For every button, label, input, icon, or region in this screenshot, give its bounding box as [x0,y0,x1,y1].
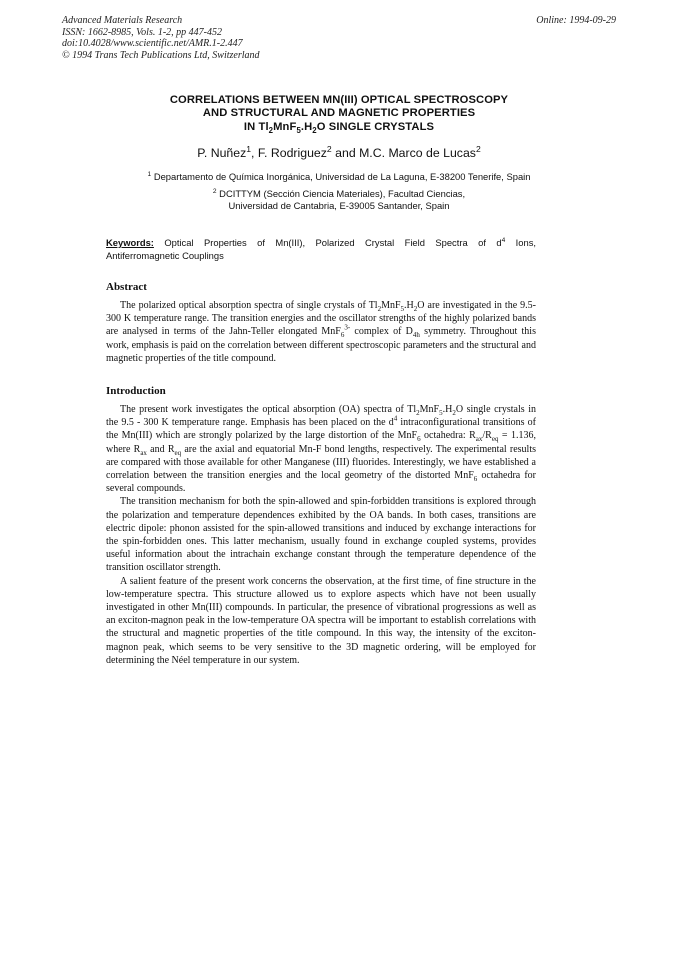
intro-paragraph-1: The present work investigates the optical absorption (OA) spectra of $Tl_2MnF_5.H_2O$ single crystals in the 9.5 - 300 K temperature range. Emphasis has been placed on the $d^4$ intraconfigurational transitions of the Mn(III) which are strongly polarized by the large distortion of the MnF$_6$ octahedra: $R_{ax}/R_{eq} = 1.136$, where $R_{ax}$ and $R_{eq}$ are the axial and equatorial Mn-F bond lengths, respectively. The experimental results are compared with those available for other Manganese (III) fluorides. Interestingly, we have established a correlation between the transition energies and the local geometry of the distorted MnF$_6$ octahedra for several compounds. [106,404,536,495]
intro-paragraph-3: A salient feature of the present work concerns the observation, at the first time, of fine structure in the low-temperature spectra. This structure allowed us to explore aspects which have not been usually investigated in other Mn(III) compounds. In particular, the presence of vibrational progressions as well as an exciton-magnon peak in the low-temperature OA spectra will be important to establish correlations with the structural and magnetic properties of the title compound. In this way, the intensity of the exciton-magnon peak, which seems to be very sensitive to the 3D magnetic ordering, will be employed for determining the Néel temperature in our system. [106,575,536,666]
copyright-line: © 1994 Trans Tech Publications Ltd, Switzerland [62,49,260,61]
author-list: P. Nuñez$^1$, F. Rodriguez$^2$ and M.C. Marco de Lucas$^2$ [197,143,481,160]
introduction-body [106,403,536,667]
doi-line: doi:10.4028/www.scientific.net/AMR.1-2.447 [62,38,243,49]
keywords-label: Keywords: [106,237,154,248]
title-line-3: IN $Tl_2MnF_5.H_2O$ SINGLE CRYSTALS [243,120,435,136]
abstract-heading: Abstract [106,281,147,293]
keywords-block: Keywords: Optical Properties of Mn(III), Polarized Crystal Field Spectra of $d^4$ Ions, Antiferromagnetic Couplings [106,236,536,261]
title-line-2: AND STRUCTURAL AND MAGNETIC PROPERTIES [202,107,476,120]
issn-line: ISSN: 1662-8985, Vols. 1-2, pp 447-452 [62,26,222,38]
title-line-1: CORRELATIONS BETWEEN MN(III) OPTICAL SPECTROSCOPY [169,94,509,106]
author-1: P. Nuñez [197,146,247,160]
online-date: Online: 1994-09-29 [536,15,616,26]
abstract-body: The polarized optical absorption spectra of single crystals of $Tl_2MnF_5.H_2O$ are investigated in the 9.5-300 K temperature range. The transition energies and the oscillator strengths of the highly polarized bands are analysed in terms of the Jahn-Teller elongated MnF$_6^{3-}$ complex of $D_{4h}$ symmetry. Throughout this work, emphasis is paid on the correlation between different spectroscopic parameters and the structural and magnetic properties of the title compound. [106,300,536,364]
affiliation-1: $^1$ Departamento de Química Inorgánica, Universidad de La Laguna, E-38200 Tenerife, Spain [147,170,531,182]
introduction-heading: Introduction [106,385,166,397]
intro-paragraph-2: The transition mechanism for both the spin-allowed and spin-forbidden transitions is explored through the polarization and temperature dependences exhibited by the OA bands. In both cases, transitions are electric dipole: phonon assisted for the spin-allowed transitions and induced by exchange interactions for the spin-forbidden ones. This latter mechanism, usually found in exchange coupled systems, provides useful information about the intrachain exchange constant through the temperature dependence of the transition oscillator strength. [106,496,536,574]
affiliation-2: $^2$ DCITTYM (Sección Ciencia Materiales), Facultad Ciencias, Universidad de Cantabria, E-39005 Santander, Spain [212,187,466,211]
journal-name: Advanced Materials Research [62,15,183,26]
paper-title [80,94,598,134]
journal-header [62,15,260,61]
